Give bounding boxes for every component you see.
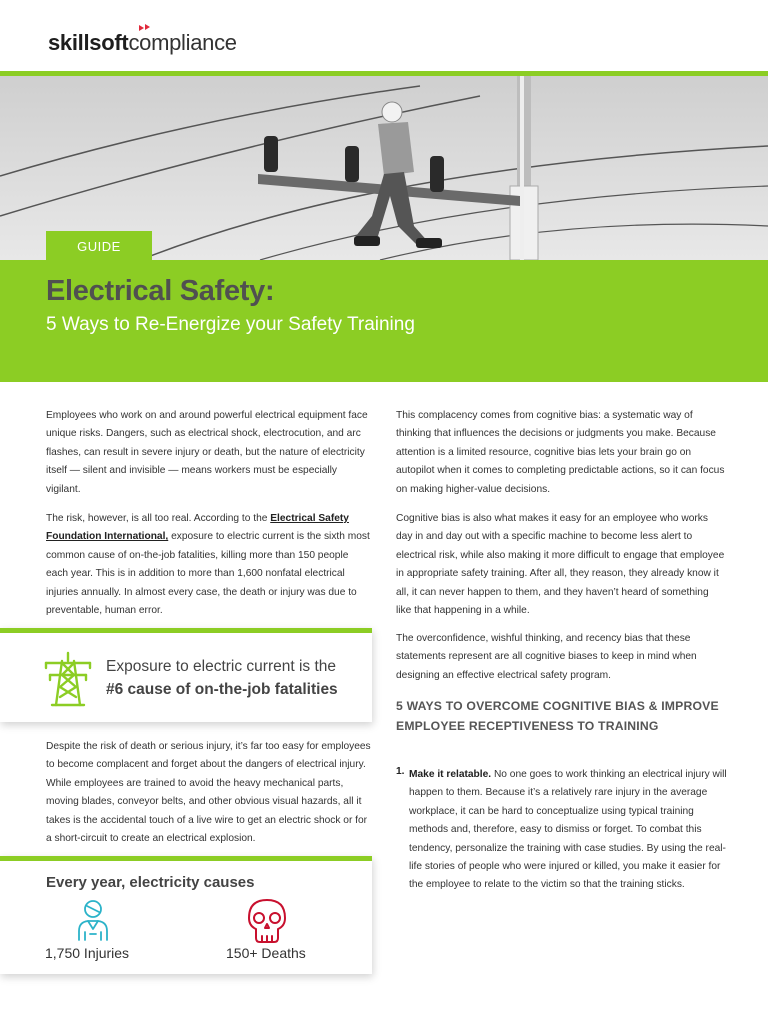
right-paragraph-3-block bbox=[396, 630, 726, 685]
list-item-body: No one goes to work thinking an electrical injury will happen to them. Because it’s a relatively rare injury in the average workplace, it can be hard to conceptualize using typical training methods and, therefore, easy to dismiss or forget. To combat this tendency, personalize the training with case studies. By using the real-life stories of people who were injured or killed, you make it easier for the employee to relate to the victim so that the training sticks. bbox=[409, 769, 727, 891]
left-paragraph-3-block bbox=[46, 738, 372, 848]
power-tower-icon bbox=[42, 651, 94, 707]
logo-mark-icon bbox=[138, 24, 152, 36]
list-item-number: 1. bbox=[396, 766, 405, 777]
left-paragraph-3: Despite the risk of death or serious injury, it’s far too easy for employees to become complacent and forget about the dangers of electrical injury. While employees are trained to avoid the heavy mechanical parts, moving blades, conveyor belts, and other obvious visual hazards, all it takes is the accidental touch of a live wire to get an electric shock or for a short-circuit to create an electrical explosion. bbox=[46, 741, 371, 845]
left-paragraph-2 bbox=[46, 510, 372, 620]
list-item bbox=[409, 766, 729, 895]
stats-accent-bar bbox=[0, 856, 372, 861]
callout-line-2: #6 cause of on-the-job fatalities bbox=[106, 681, 338, 698]
skull-icon bbox=[246, 898, 288, 944]
injured-person-icon bbox=[76, 898, 110, 942]
callout-accent-bar bbox=[0, 628, 372, 633]
logo-sub: compliance bbox=[128, 30, 237, 55]
list-item-text bbox=[409, 766, 729, 895]
left-paragraph-1-block bbox=[46, 407, 372, 499]
logo bbox=[48, 30, 237, 56]
injuries-stat: 1,750 Injuries bbox=[45, 945, 130, 961]
left-paragraph-2-block bbox=[46, 510, 372, 620]
section-heading: 5 WAYS TO OVERCOME COGNITIVE BIAS & IMPROVE EMPLOYEE RECEPTIVENESS TO TRAINING bbox=[396, 699, 719, 733]
left-paragraph-1: Employees who work on and around powerful electrical equipment face unique risks. Dangers, such as electrical shock, electrocution, and arc flashes, can result in severe injury or death, but the nature of electricity itself — silent and invisible — means workers must be especially vigilant. bbox=[46, 410, 368, 495]
right-paragraph-2-block bbox=[396, 510, 726, 620]
left-paragraph-2-post: exposure to electric current is the sixth most common cause of on-the-job fatalities, killing more than 150 people each year. This is in addition to more than 1,600 nonfatal electrical injuries annually. In almost every case, the death or injury was due to preventable, human error. bbox=[46, 531, 370, 617]
callout-line-1: Exposure to electric current is the bbox=[106, 658, 337, 675]
fatality-callout bbox=[0, 628, 372, 722]
left-paragraph-2-pre: The risk, however, is all too real. According to the bbox=[46, 513, 271, 524]
right-paragraph-1-block bbox=[396, 407, 726, 499]
right-paragraph-2: Cognitive bias is also what makes it easy for an employee who works day in and day out with a specific machine to become less alert to electrical risk, while also making it more difficult to engage that employee in appropriate safety training. After all, they reason, they already know it all, it can never happen to them, and they haven’t heard of something like that happening in a while. bbox=[396, 513, 725, 617]
deaths-stat: 150+ Deaths bbox=[226, 945, 306, 961]
page-subtitle: 5 Ways to Re-Energize your Safety Training bbox=[46, 314, 415, 335]
page-title: Electrical Safety: bbox=[46, 275, 275, 307]
right-paragraph-3: The overconfidence, wishful thinking, and recency bias that these statements represent are all cognitive biases to keep in mind when designing an effective electrical safety program. bbox=[396, 633, 697, 681]
right-paragraph-1: This complacency comes from cognitive bias: a systematic way of thinking that influences the decisions or judgments you make. Because attention is a limited resource, cognitive bias lets your brain go on autopilot when it comes to completing predictable actions, so it can focus on making higher-value decisions. bbox=[396, 410, 725, 495]
esfi-link[interactable]: Electrical Safety Foundation International, bbox=[46, 513, 349, 543]
guide-tag: GUIDE bbox=[46, 231, 152, 261]
list-item-lead: Make it relatable. bbox=[409, 769, 492, 780]
page-header bbox=[0, 0, 768, 72]
logo-brand: skillsoft bbox=[48, 30, 129, 55]
stats-box bbox=[0, 856, 372, 974]
stats-heading: Every year, electricity causes bbox=[46, 874, 255, 891]
